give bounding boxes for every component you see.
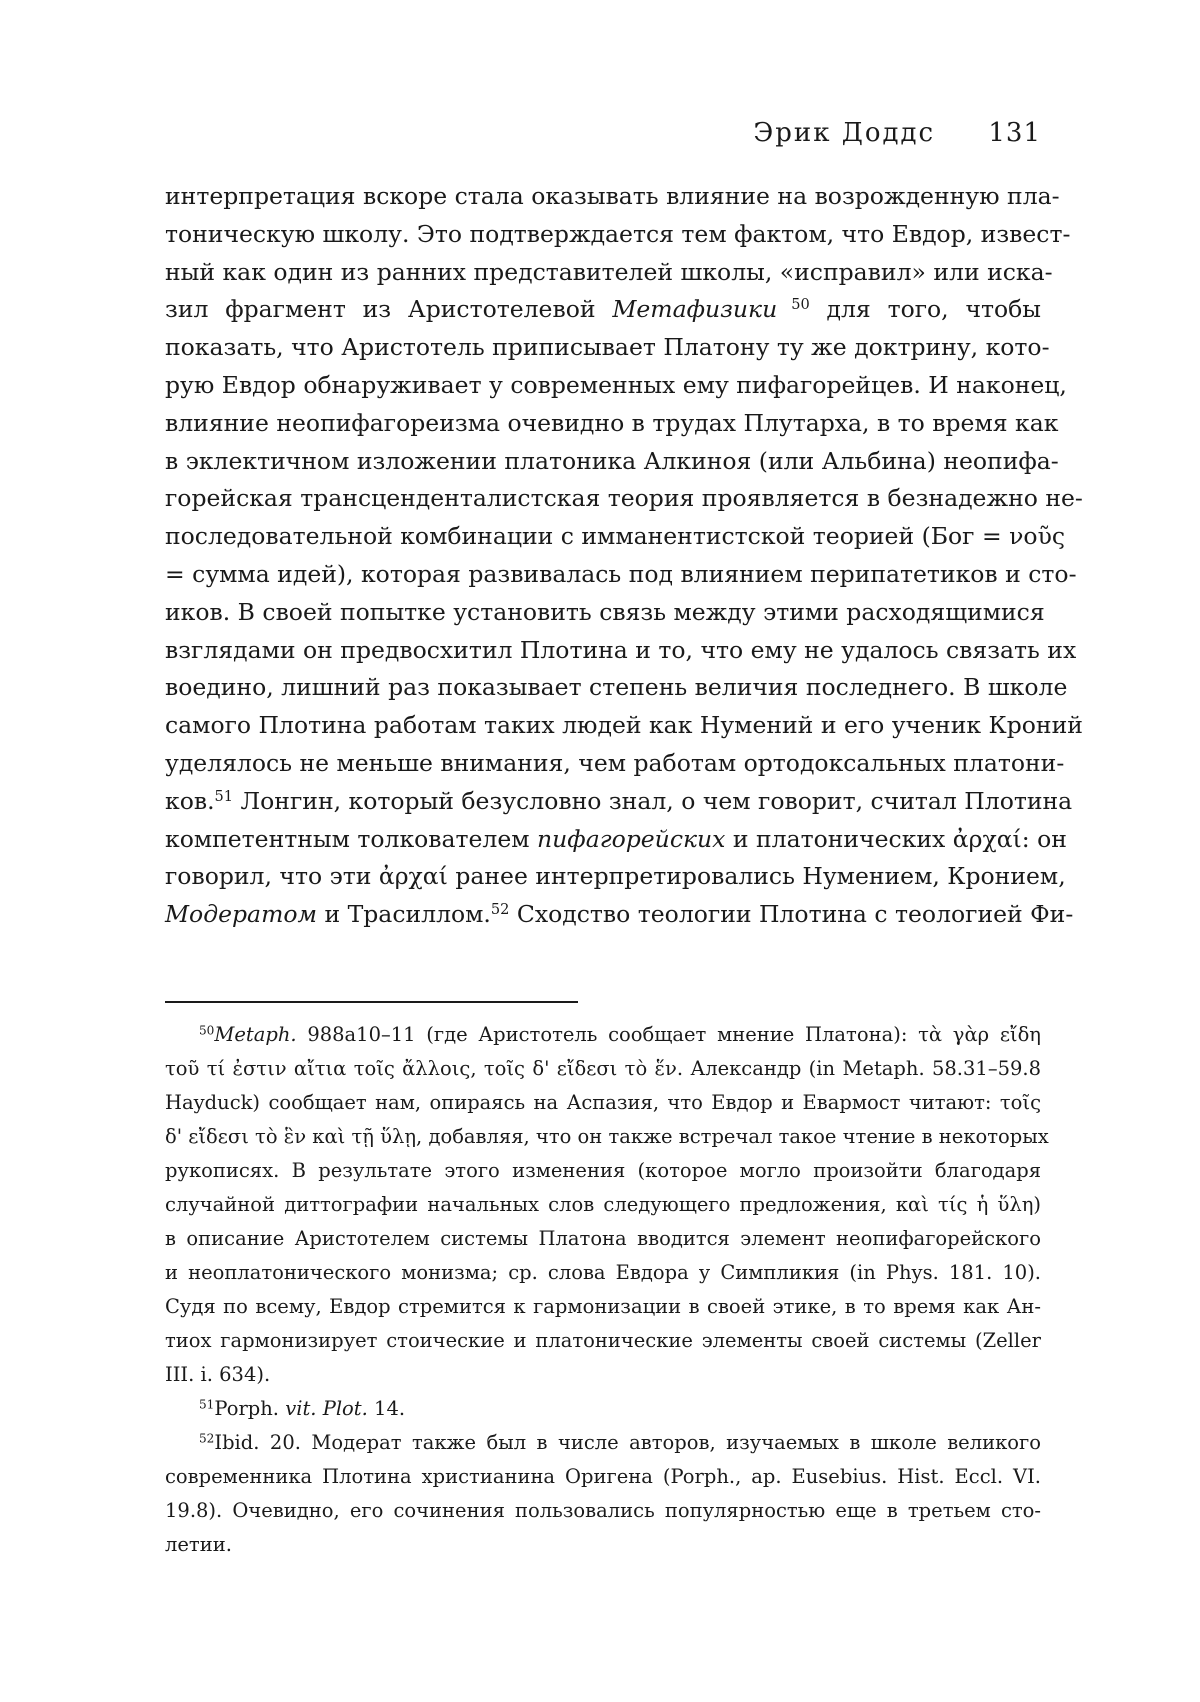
footnotes xyxy=(165,1018,1049,1562)
body-line: воедино, лишний раз показывает степень величия последнего. В школе xyxy=(165,673,1068,702)
italic-term: пифагорейских xyxy=(537,824,726,853)
footnote-text-run: 988a10–11 (где Аристотель сообщает мнение Платона): τὰ γὰρ εἴδη xyxy=(296,1023,1041,1046)
body-line: показать, что Аристотель приписывает Платону ту же доктрину, кото- xyxy=(165,333,1050,362)
body-line: горейская трансценденталистская теория проявляется в безнадежно не- xyxy=(165,484,1083,513)
footnote-line: современника Плотина христианина Оригена (Porph., ap. Eusebius. Hist. Eccl. VI. xyxy=(165,1465,1041,1488)
body-line: в эклектичном изложении платоника Алкиноя (или Альбина) неопифа- xyxy=(165,446,1059,475)
footnote-line xyxy=(165,1426,1041,1460)
body-line xyxy=(165,821,1067,859)
body-line: рую Евдор обнаруживает у современных ему пифагорейцев. И наконец, xyxy=(165,370,1067,399)
footnote-ref-50: 50 xyxy=(777,296,810,314)
page-number: 131 xyxy=(988,118,1041,148)
body-line: последовательной комбинации с имманентистской теорией (Бог = νοῦς xyxy=(165,522,1066,551)
body-text-run: зил фрагмент из Аристотелевой xyxy=(165,295,613,324)
body-line: ный как один из ранних представителей школы, «исправил» или иска- xyxy=(165,257,1053,286)
footnote-line: и неоплатонического монизма; ср. слова Евдора у Симпликия (in Phys. 181. 10). xyxy=(165,1261,1041,1284)
footnote-ref-52: 52 xyxy=(490,901,510,919)
body-line xyxy=(165,896,1074,934)
body-line: иков. В своей попытке установить связь между этими расходящимися xyxy=(165,597,1045,626)
body-line xyxy=(165,291,1041,329)
footnote-text-run: Ibid. 20. Модерат также был в числе авторов, изучаемых в школе великого xyxy=(214,1431,1041,1454)
footnote-separator xyxy=(165,1001,578,1003)
italic-term: Metaph. xyxy=(214,1023,297,1046)
italic-term: vit. Plot. xyxy=(285,1397,368,1420)
footnote-number: 52 xyxy=(199,1431,215,1446)
body-text-run: для того, чтобы xyxy=(809,295,1041,324)
body-line: = сумма идей), которая развивалась под влиянием перипатетиков и сто- xyxy=(165,559,1077,588)
footnote-line: Hayduck) сообщает нам, опираясь на Аспазия, что Евдор и Евармост читают: τοῖς xyxy=(165,1091,1041,1114)
footnote-line: летии. xyxy=(165,1533,232,1556)
body-line: самого Плотина работам таких людей как Нумений и его ученик Кроний xyxy=(165,711,1083,740)
body-text xyxy=(165,178,1083,934)
body-text-run: компетентным толкователем xyxy=(165,824,538,853)
footnote-line: δ' εἴδεσι τὸ ἓν καὶ τῇ ὕλῃ, добавляя, что он также встречал такое чтение в некоторых xyxy=(165,1125,1049,1148)
italic-term: Модератом xyxy=(165,900,317,929)
footnote-number: 51 xyxy=(199,1397,215,1412)
body-line: интерпретация вскоре стала оказывать влияние на возрожденную пла- xyxy=(165,182,1060,210)
footnote-50 xyxy=(165,1018,1049,1392)
footnote-line xyxy=(165,1392,1041,1426)
body-text-run: Лонгин, который безусловно знал, о чем говорит, считал Плотина xyxy=(233,786,1073,815)
footnote-ref-51: 51 xyxy=(214,787,234,805)
footnote-line: 19.8). Очевидно, его сочинения пользовались популярностью еще в третьем сто- xyxy=(165,1499,1041,1522)
body-text-run: Сходство теологии Плотина с теологией Фи- xyxy=(509,900,1074,929)
body-line: говорил, что эти ἀρχαί ранее интерпретировались Нумением, Кронием, xyxy=(165,862,1066,891)
footnote-line: III. i. 634). xyxy=(165,1363,271,1386)
body-line: взглядами он предвосхитил Плотина и то, что ему не удалось связать их xyxy=(165,635,1077,664)
body-line: тоническую школу. Это подтверждается тем фактом, что Евдор, извест- xyxy=(165,219,1071,248)
running-head-author: Эрик Доддс xyxy=(753,118,936,148)
footnote-line: в описание Аристотелем системы Платона вводится элемент неопифагорейского xyxy=(165,1227,1041,1250)
body-text-run: и платонических ἀρχαί: он xyxy=(725,824,1067,853)
footnote-text-run: Porph. xyxy=(214,1397,286,1420)
footnote-number: 50 xyxy=(199,1023,215,1038)
footnote-text-run: 14. xyxy=(367,1397,406,1420)
running-head xyxy=(165,118,1041,148)
footnote-line: τοῦ τί ἐστιν αἴτια τοῖς ἄλλοις, τοῖς δ' εἴδεσι τὸ ἕν. Александр (in Metaph. 58.31–59.8 xyxy=(165,1057,1041,1080)
body-line: уделялось не меньше внимания, чем работам ортодоксальных платони- xyxy=(165,748,1065,777)
footnote-line: Судя по всему, Евдор стремится к гармонизации в своей этике, в то время как Ан- xyxy=(165,1295,1041,1318)
body-text-run: и Трасиллом. xyxy=(316,900,491,929)
body-line: влияние неопифагореизма очевидно в трудах Плутарха, в то время как xyxy=(165,408,1059,437)
footnote-line: рукописях. В результате этого изменения (которое могло произойти благодаря xyxy=(165,1159,1041,1182)
body-text-run: ков. xyxy=(165,786,215,815)
italic-term: Метафизики xyxy=(612,295,778,324)
footnote-51 xyxy=(165,1392,1041,1426)
body-line xyxy=(165,783,1073,821)
footnote-line: тиох гармонизирует стоические и платонические элементы своей системы (Zeller xyxy=(165,1329,1041,1352)
footnote-line: случайной диттографии начальных слов следующего предложения, καὶ τίς ἡ ὕλη) xyxy=(165,1193,1041,1216)
footnote-line xyxy=(165,1018,1041,1052)
footnote-52 xyxy=(165,1426,1041,1562)
